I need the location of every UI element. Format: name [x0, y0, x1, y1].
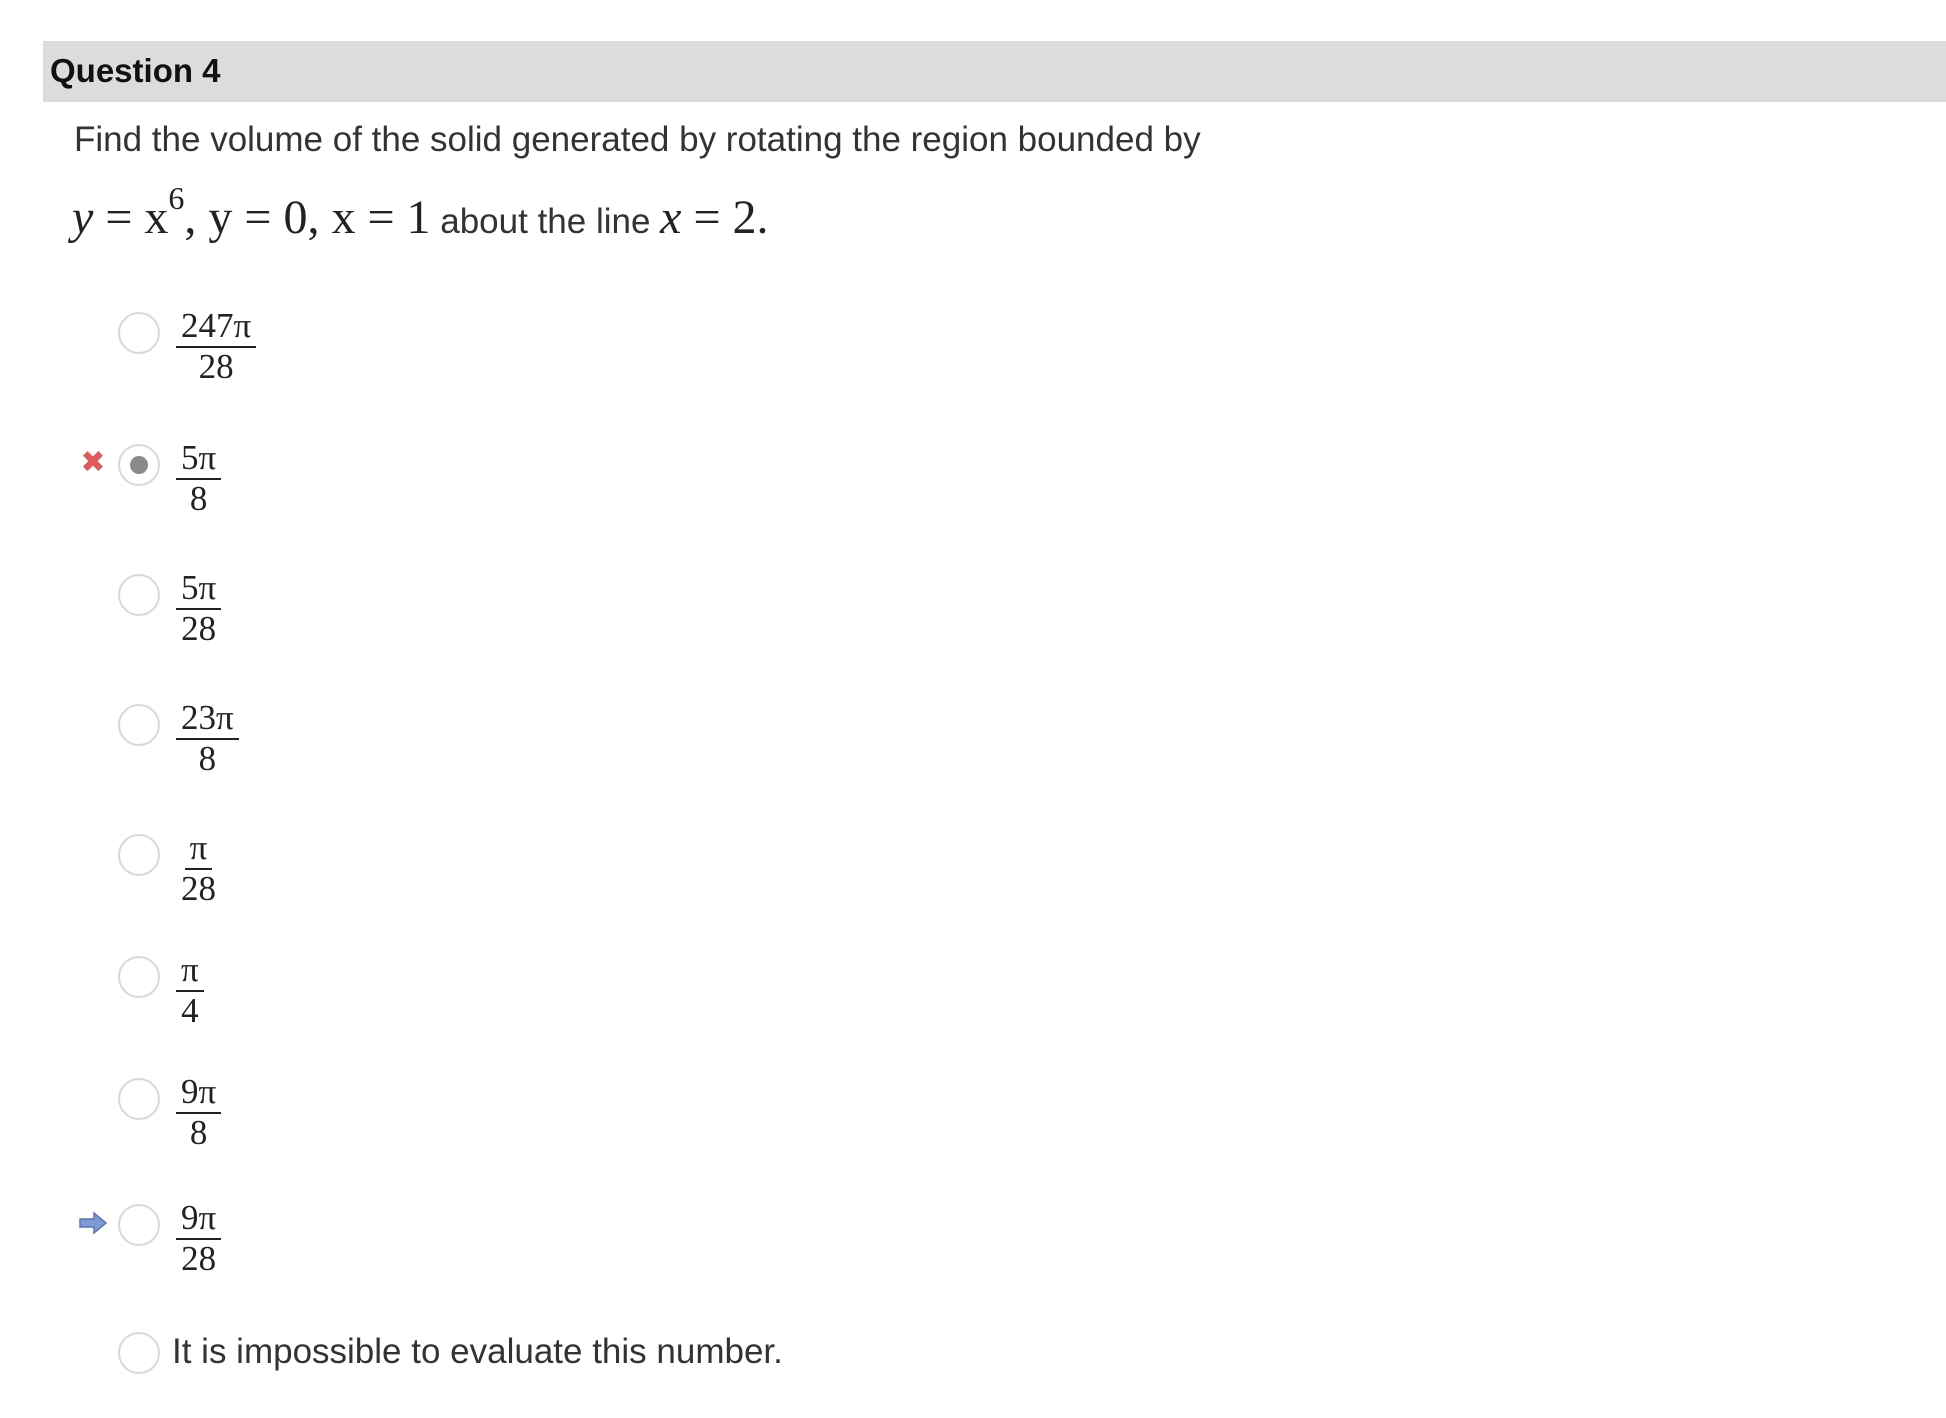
equation-line — [660, 191, 768, 244]
radio-button[interactable] — [118, 312, 160, 354]
radio-button[interactable] — [118, 574, 160, 616]
answer-fraction — [176, 700, 239, 777]
question-prompt: Find the volume of the solid generated by rotating the region bounded by — [74, 120, 1201, 159]
answer-option[interactable] — [0, 1190, 900, 1290]
radio-button[interactable] — [118, 956, 160, 998]
question-equation — [72, 180, 769, 260]
equation-eq1: = x — [105, 191, 169, 244]
equation-part2: , y = 0, x = 1 — [184, 191, 431, 244]
radio-button[interactable] — [118, 704, 160, 746]
equation-exponent: 6 — [168, 180, 185, 216]
fraction-denominator: 8 — [189, 1113, 208, 1152]
fraction-denominator: 28 — [181, 609, 217, 648]
equation-y: y — [72, 191, 94, 244]
equation-line-var: x — [660, 191, 682, 244]
radio-button[interactable] — [118, 1332, 160, 1374]
right-arrow-icon — [78, 1210, 108, 1240]
radio-button[interactable] — [118, 834, 160, 876]
fraction-numerator: 5π — [176, 570, 221, 610]
answer-option[interactable] — [0, 560, 900, 660]
answer-fraction — [176, 952, 204, 1029]
fraction-denominator: 28 — [198, 347, 234, 386]
answer-option[interactable] — [0, 942, 900, 1042]
fraction-denominator: 8 — [189, 479, 208, 518]
answer-fraction — [176, 570, 221, 647]
answer-fraction — [176, 830, 221, 907]
radio-selected-dot — [130, 456, 148, 474]
answer-text: It is impossible to evaluate this number. — [172, 1332, 783, 1371]
fraction-numerator: π — [176, 952, 204, 992]
fraction-numerator: 247π — [176, 308, 256, 348]
answer-option[interactable] — [0, 1318, 900, 1418]
x-mark-icon: ✖ — [80, 446, 106, 479]
radio-button[interactable] — [118, 1078, 160, 1120]
question-title: Question 4 — [50, 52, 221, 89]
fraction-numerator: 23π — [176, 700, 239, 740]
radio-button[interactable] — [118, 1204, 160, 1246]
fraction-numerator: 9π — [176, 1200, 221, 1240]
radio-button-selected[interactable] — [118, 444, 160, 486]
answer-fraction — [176, 1074, 221, 1151]
answer-option[interactable] — [0, 1064, 900, 1164]
answer-option[interactable] — [0, 298, 900, 398]
fraction-numerator: 9π — [176, 1074, 221, 1114]
equation-line-rest: = 2. — [681, 191, 769, 244]
answer-fraction — [176, 440, 221, 517]
equation-math — [72, 180, 431, 244]
fraction-denominator: 28 — [181, 869, 216, 908]
fraction-numerator: 5π — [176, 440, 221, 480]
fraction-numerator: π — [185, 830, 213, 870]
question-header — [43, 41, 1946, 102]
fraction-denominator: 8 — [198, 739, 217, 778]
fraction-denominator: 28 — [181, 1239, 217, 1278]
fraction-denominator: 4 — [181, 991, 199, 1030]
answer-option[interactable] — [0, 690, 900, 790]
answer-fraction — [176, 1200, 221, 1277]
answer-option[interactable] — [0, 430, 900, 530]
answer-option[interactable] — [0, 820, 900, 920]
equation-about-text: about the line — [430, 202, 661, 241]
answer-fraction — [176, 308, 256, 385]
